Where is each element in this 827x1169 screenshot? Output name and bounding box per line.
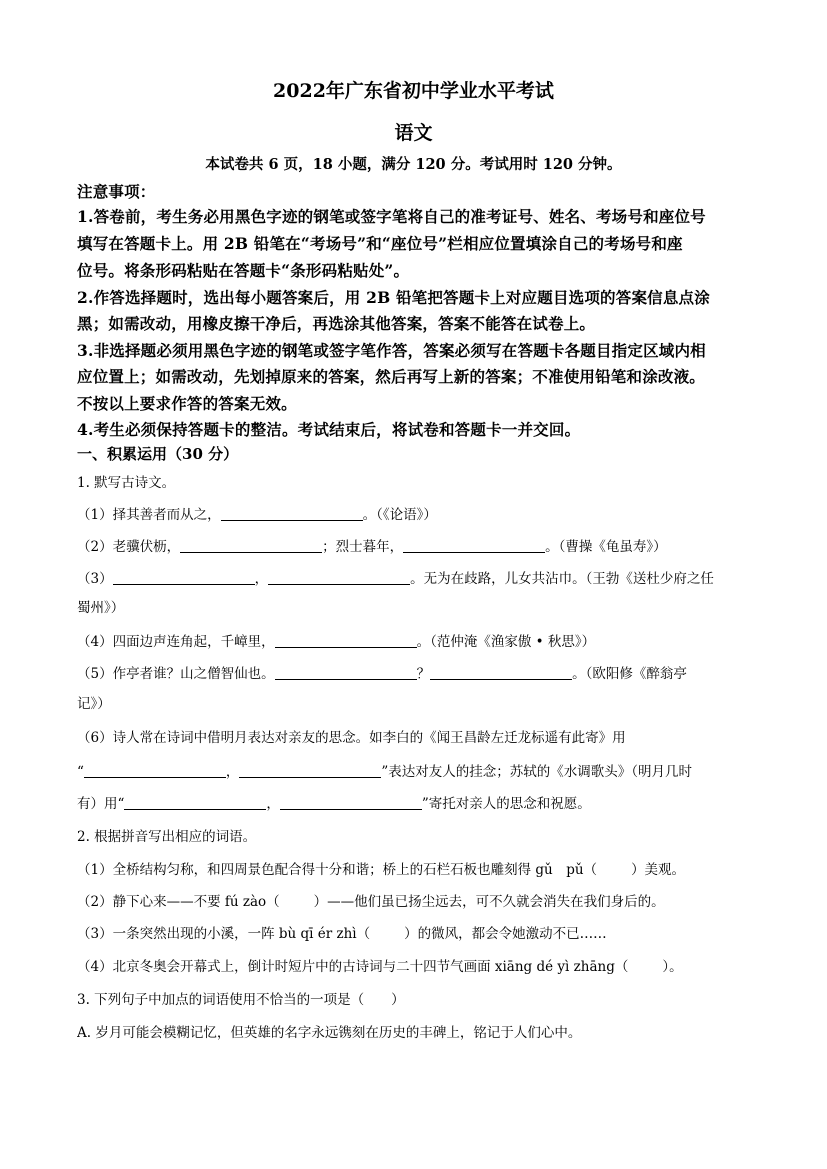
q1-item-3 xyxy=(77,567,767,587)
answer-blank[interactable] xyxy=(239,763,381,778)
q1-5-source: 。（欧阳修《醉翁亭 xyxy=(572,666,687,682)
exam-title: 2022年广东省初中学业水平考试 xyxy=(273,80,554,102)
note-line: 4.考生必须保持答题卡的整洁。考试结束后，将试卷和答题卡一并交回。 xyxy=(77,420,581,439)
q2-2-text: （2）静下心来——不要 fú zào（ xyxy=(77,894,280,910)
answer-blank[interactable] xyxy=(124,795,266,810)
answer-blank[interactable] xyxy=(275,665,417,680)
q1-1-source: 。（《论语》） xyxy=(362,507,437,523)
q1-3-num: （3） xyxy=(77,571,113,587)
q2-item-2 xyxy=(77,890,767,910)
answer-blank[interactable] xyxy=(280,795,422,810)
answer-blank[interactable] xyxy=(430,665,572,680)
q1-item-6-line3 xyxy=(77,792,767,812)
q1-6-text-g: ”寄托对亲人的思念和祝愿。 xyxy=(421,796,591,812)
note-line: 不按以上要求作答的答案无效。 xyxy=(77,394,297,413)
q2-item-4 xyxy=(77,955,767,975)
quote-open: “ xyxy=(77,764,84,780)
q1-4-source: 。（范仲淹《渔家傲 • 秋思》） xyxy=(416,634,596,650)
q1-3-text: 。无为在歧路，儿女共沾巾。（王勃《送杜少府之任 xyxy=(410,571,714,587)
answer-blank[interactable] xyxy=(84,763,226,778)
answer-blank[interactable] xyxy=(403,538,545,553)
q1-item-3-cont: 蜀州》） xyxy=(77,600,125,616)
q1-2-text-b: ；烈士暮年， xyxy=(322,539,404,555)
answer-blank[interactable] xyxy=(275,633,417,648)
answer-blank[interactable] xyxy=(268,570,410,585)
notes-heading: 注意事项： xyxy=(77,182,156,201)
note-line: 填写在答题卡上。用 2B 铅笔在“考场号”和“座位号”栏相应位置填涂自己的考场号和座 xyxy=(77,234,683,253)
note-line: 1.答卷前，考生务必用黑色字迹的钢笔或签字笔将自己的准考证号、姓名、考场号和座位号 xyxy=(77,207,706,226)
q3-stem: 3. 下列句子中加点的词语使用不恰当的一项是（ ） xyxy=(77,992,405,1008)
q1-stem: 1. 默写古诗文。 xyxy=(77,475,176,491)
q2-1-end: ）美观。 xyxy=(631,862,686,878)
q1-item-2 xyxy=(77,535,767,555)
q1-item-1 xyxy=(77,503,767,523)
comma: ， xyxy=(225,764,240,780)
q1-item-5-cont: 记》） xyxy=(77,696,111,712)
q1-item-4 xyxy=(77,630,767,650)
q1-6-text-d: ”表达对友人的挂念；苏轼的《水调歌头》（明月几时 xyxy=(381,764,693,780)
answer-blank[interactable] xyxy=(113,570,255,585)
q1-4-text: （4）四面边声连角起，千嶂里， xyxy=(77,634,275,650)
comma: ， xyxy=(266,796,280,812)
q2-3-end: ）的微风，都会令她激动不已…… xyxy=(404,926,607,942)
q2-4-end: ）。 xyxy=(662,959,683,975)
note-line: 位号。将条形码粘贴在答题卡“条形码粘贴处”。 xyxy=(77,261,410,280)
q2-item-1 xyxy=(77,858,767,878)
answer-blank[interactable] xyxy=(221,506,363,521)
exam-subject: 语文 xyxy=(394,122,433,144)
q1-3-comma: ， xyxy=(254,571,269,587)
note-line: 2.作答选择题时，选出每小题答案后，用 2B 铅笔把答题卡上对应题目选项的答案信息点涂 xyxy=(77,288,710,307)
q1-2-source: 。（曹操《龟虽寿》） xyxy=(545,539,667,555)
q1-1-text: （1）择其善者而从之， xyxy=(77,507,221,523)
q2-stem: 2. 根据拼音写出相应的词语。 xyxy=(77,829,257,845)
q1-6-text-e: 有）用“ xyxy=(77,796,125,812)
q2-3-text: （3）一条突然出现的小溪，一阵 bù qī ér zhì（ xyxy=(77,926,371,942)
section-heading: 一、积累运用（30 分） xyxy=(77,445,239,463)
q1-5-text: （5）作亭者谁？山之僧智仙也。 xyxy=(77,666,275,682)
q2-1-text: （1）全桥结构匀称，和四周景色配合得十分和谐；桥上的石栏石板也雕刻得 gǔ pǔ（ xyxy=(77,862,598,878)
note-line: 应位置上；如需改动，先划掉原来的答案，然后再写上新的答案；不准使用铅笔和涂改液。 xyxy=(77,367,706,386)
q2-4-text: （4）北京冬奥会开幕式上，倒计时短片中的古诗词与二十四节气画面 xiāng dé yì zhāng（ xyxy=(77,959,629,975)
exam-info: 本试卷共 6 页，18 小题，满分 120 分。考试用时 120 分钟。 xyxy=(205,156,622,173)
q1-item-6-line2 xyxy=(77,760,767,780)
note-line: 黑；如需改动，用橡皮擦干净后，再选涂其他答案，答案不能答在试卷上。 xyxy=(77,314,596,333)
q1-2-text: （2）老骥伏枥， xyxy=(77,539,181,555)
note-line: 3.非选择题必须用黑色字迹的钢笔或签字笔作答，答案必须写在答题卡各题目指定区域内相 xyxy=(77,341,706,360)
q3-option-a[interactable]: A. 岁月可能会模糊记忆，但英雄的名字永远镌刻在历史的丰碑上，铭记于人们心中。 xyxy=(77,1025,582,1041)
q1-5-q: ？ xyxy=(416,666,431,682)
answer-blank[interactable] xyxy=(180,538,322,553)
q2-2-end: ）——他们虽已扬尘远去，可不久就会消失在我们身后的。 xyxy=(313,894,665,910)
q1-item-5 xyxy=(77,662,767,682)
q1-item-6: （6）诗人常在诗词中借明月表达对亲友的思念。如李白的《闻王昌龄左迁龙标遥有此寄》用 xyxy=(77,730,626,746)
q2-item-3 xyxy=(77,922,767,942)
